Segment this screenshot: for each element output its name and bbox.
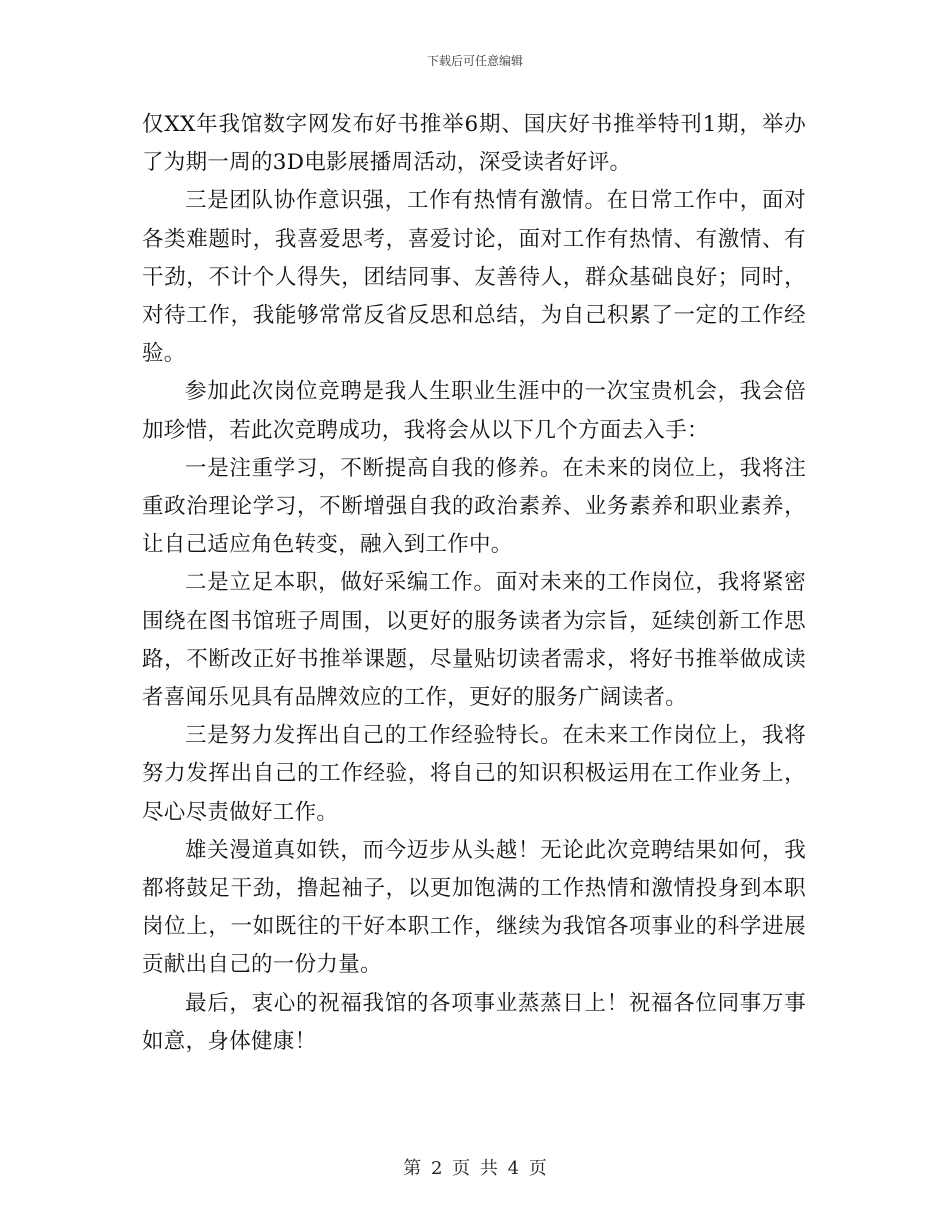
page-number: 第 2 页 共 4 页 xyxy=(403,1158,547,1179)
paragraph-opportunity: 参加此次岗位竞聘是我人生职业生涯中的一次宝贵机会，我会倍加珍惜，若此次竞聘成功，我将会从以下几个方面去入手： xyxy=(142,379,806,443)
paragraph-resolve: 雄关漫道真如铁，而今迈步从头越！无论此次竞聘结果如何，我都将鼓足干劲，撸起袖子，以更加饱满的工作热情和激情投身到本职岗位上，一如既往的干好本职工作，继续为我馆各项事业的科学进展贡献出自己的一份力量。 xyxy=(142,837,806,978)
paragraph-closing: 最后，衷心的祝福我馆的各项事业蒸蒸日上！祝福各位同事万事如意，身体健康！ xyxy=(142,990,806,1054)
paragraph-study: 一是注重学习，不断提高自我的修养。在未来的岗位上，我将注重政治理论学习，不断增强自我的政治素养、业务素养和职业素养，让自己适应角色转变，融入到工作中。 xyxy=(142,455,806,558)
document-body xyxy=(142,106,806,1061)
paragraph-continued: 仅XX年我馆数字网发布好书推举6期、国庆好书推举特刊1期，举办了为期一周的3D电影展播周活动，深受读者好评。 xyxy=(142,112,806,176)
paragraph-teamwork: 三是团队协作意识强，工作有热情有激情。在日常工作中，面对各类难题时，我喜爱思考，喜爱讨论，面对工作有热情、有激情、有干劲，不计个人得失，团结同事、友善待人，群众基础良好；同时，对待工作，我能够常常反省反思和总结，为自己积累了一定的工作经验。 xyxy=(142,188,806,367)
paragraph-duty: 二是立足本职，做好采编工作。面对未来的工作岗位，我将紧密围绕在图书馆班子周围，以更好的服务读者为宗旨，延续创新工作思路，不断改正好书推举课题，尽量贴切读者需求，将好书推举做成读者喜闻乐见具有品牌效应的工作，更好的服务广阔读者。 xyxy=(142,570,806,711)
paragraph-experience: 三是努力发挥出自己的工作经验特长。在未来工作岗位上，我将努力发挥出自己的工作经验，将自己的知识积极运用在工作业务上，尽心尽责做好工作。 xyxy=(142,723,806,825)
page-header: 下载后可任意编辑 xyxy=(426,54,523,68)
